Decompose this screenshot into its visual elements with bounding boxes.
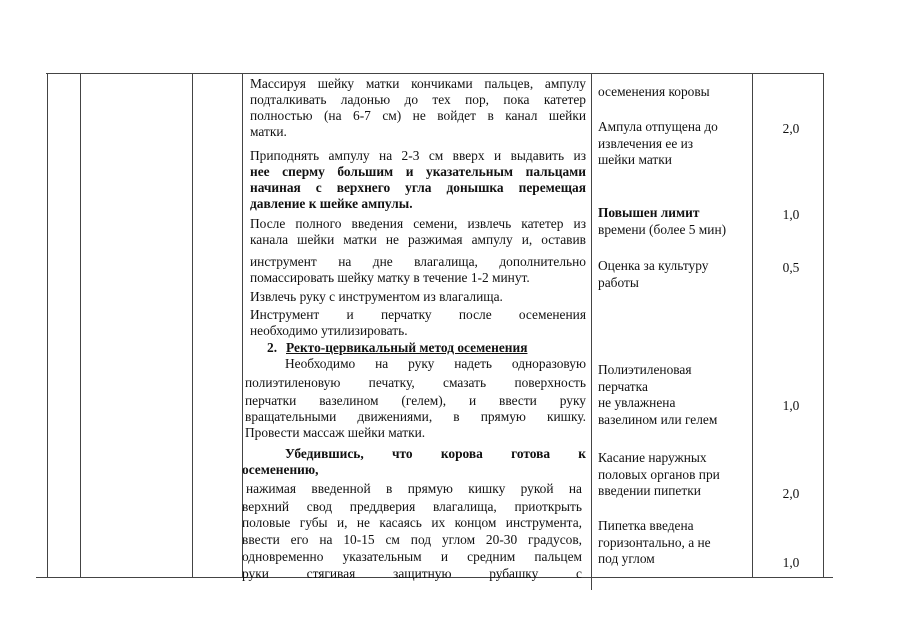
- col-border-1: [80, 73, 81, 577]
- text-line: одновременно указательным и средним пальцем: [242, 549, 582, 564]
- score-value: 1,0: [782, 555, 800, 570]
- criterion-1: [598, 119, 750, 169]
- criterion-line: осеменения коровы: [598, 84, 710, 99]
- text-line: полиэтиленовую печатку, смазать поверхность: [245, 375, 586, 390]
- criterion-line: половых органов при: [598, 466, 720, 482]
- text-line: матки.: [250, 124, 287, 139]
- text-line: руки стягивая защитную рубашку с: [242, 566, 582, 581]
- text-line: Необходимо на руку надеть одноразовую: [285, 356, 586, 371]
- criterion-line: работы: [598, 274, 639, 290]
- criterion-6: [598, 518, 750, 568]
- text-line: Извлечь руку с инструментом из влагалища.: [250, 289, 503, 304]
- criterion-5: [598, 450, 750, 500]
- score-value: 1,0: [782, 207, 800, 222]
- text-line: половые губы и, не касаясь их концом инструмента,: [242, 515, 582, 530]
- text-line: верхний свод преддверия влагалища, приоткрыть: [242, 499, 582, 514]
- text-line-bold: Убедившись, что корова готова к: [285, 446, 586, 461]
- score-value: 2,0: [782, 486, 800, 501]
- criterion-line: Пипетка введена: [598, 518, 694, 533]
- criterion-3: [598, 258, 750, 291]
- text-line: инструмент на дне влагалища, дополнительно: [250, 254, 586, 269]
- section-2-number: 2.: [267, 340, 278, 355]
- criterion-line: вазелином или гелем: [598, 411, 718, 427]
- criterion-line: Ампула отпущена до: [598, 119, 718, 134]
- col-border-4: [591, 73, 592, 590]
- text-line: необходимо утилизировать.: [250, 323, 408, 338]
- text-line-bold: нее сперму большим и указательным пальцами: [250, 164, 586, 179]
- criterion-line: введении пипетки: [598, 483, 701, 498]
- text-line: помассировать шейку матку в течение 1-2 минут.: [250, 270, 530, 285]
- text-line: Провести массаж шейки матки.: [245, 425, 426, 440]
- text-line: Приподнять ампулу на 2-3 см вверх и выдавить из: [250, 148, 586, 163]
- criterion-0: [598, 84, 750, 101]
- text-line: полностью (на 6-7 см) не войдет в канал шейки: [250, 108, 586, 123]
- text-line-bold: начиная с верхнего угла донышка перемещая: [250, 180, 586, 195]
- col-border-0: [47, 73, 48, 577]
- score-value: 0,5: [782, 260, 800, 275]
- criterion-line: Оценка за культуру: [598, 258, 709, 273]
- text-line-bold: осеменению,: [242, 462, 319, 477]
- col-border-2: [192, 73, 193, 577]
- criterion-line: Касание наружных: [598, 450, 707, 465]
- criterion-line: шейки матки: [598, 152, 672, 167]
- text-line: Инструмент и перчатку после осеменения: [250, 307, 586, 322]
- section-2-title: Ректо-цервикальный метод осеменения: [286, 340, 528, 355]
- criterion-line: под углом: [598, 551, 655, 566]
- text-line: вращательными движениями, в прямую кишку.: [245, 409, 586, 424]
- criterion-line: времени (более 5 мин): [598, 221, 727, 237]
- text-line: перчатки вазелином (гелем), и ввести руку: [245, 393, 586, 408]
- col-border-5: [752, 73, 753, 577]
- criterion-4: [598, 362, 750, 428]
- text-line: подталкивать ладонью до тех пор, пока катетер: [250, 92, 586, 107]
- criterion-line: не увлажнена: [598, 395, 676, 410]
- table-top-border: [46, 73, 823, 74]
- text-line-bold: давление к шейке ампулы.: [250, 196, 413, 211]
- criterion-line: перчатка: [598, 378, 648, 394]
- text-line: канала шейки матки не разжимая ампулу и, оставив: [250, 232, 586, 247]
- criterion-line: извлечения ее из: [598, 135, 694, 151]
- criterion-2: [598, 205, 750, 238]
- text-line: нажимая введенной в прямую кишку рукой на: [246, 481, 582, 496]
- text-line: ввести его на 10-15 см под углом 20-30 градусов,: [242, 532, 582, 547]
- score-value: 1,0: [782, 398, 800, 413]
- criterion-line: Повышен лимит: [598, 205, 700, 220]
- text-line: Массируя шейку матки кончиками пальцев, ампулу: [250, 76, 586, 91]
- criterion-line: Полиэтиленовая: [598, 362, 692, 377]
- text-line: После полного введения семени, извлечь катетер из: [250, 216, 586, 231]
- score-value: 2,0: [782, 121, 800, 136]
- criterion-line: горизонтально, а не: [598, 534, 711, 550]
